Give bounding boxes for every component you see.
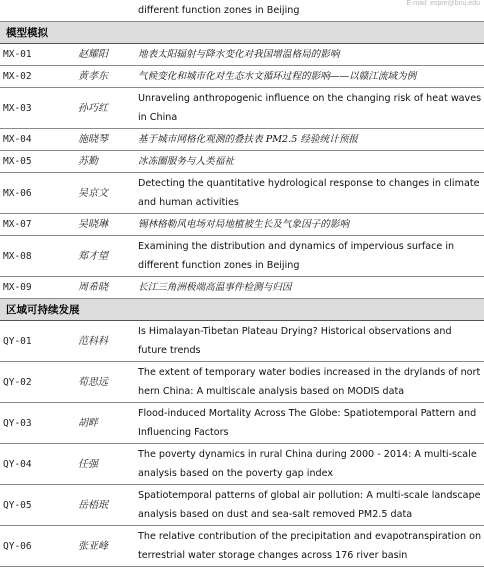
row-name: 苏勤 (68, 151, 134, 173)
row-name: 赵耀阳 (68, 44, 134, 66)
row-name: 郑才望 (68, 236, 134, 277)
table-row (0, 66, 484, 88)
row-title: The extent of temporary water bodies increased in the drylands of nort hern China: A multiscale analysis based on MODIS data (134, 362, 484, 403)
table-row (0, 214, 484, 236)
row-name: 吴晓琳 (68, 214, 134, 236)
row-code: MX-06 (0, 173, 68, 214)
row-code: QY-04 (0, 444, 68, 485)
row-code: QY-05 (0, 485, 68, 526)
section-header-row (0, 299, 484, 321)
row-name: 吴京文 (68, 173, 134, 214)
row-code: QY-02 (0, 362, 68, 403)
row-title: 锡林格勒风电场对局地植被生长及气象因子的影响 (134, 214, 484, 236)
row-title: Examining the distribution and dynamics of impervious surface in different function zones in Beijing (134, 236, 484, 277)
row-name: 岳梧珉 (68, 485, 134, 526)
table-row (0, 173, 484, 214)
row-title: Is Himalayan-Tibetan Plateau Drying? Historical observations and future trends (134, 321, 484, 362)
row-name: 荀思远 (68, 362, 134, 403)
table-row (0, 403, 484, 444)
row-code: QY-03 (0, 403, 68, 444)
table-row (0, 236, 484, 277)
row-title: 长江三角洲极端高温事件检测与归因 (134, 277, 484, 299)
row-code: MX-08 (0, 236, 68, 277)
table-row (0, 444, 484, 485)
row-code: QY-06 (0, 526, 68, 567)
row-code: MX-07 (0, 214, 68, 236)
table-row (0, 526, 484, 567)
table-row (0, 277, 484, 299)
row-code: MX-01 (0, 44, 68, 66)
section-title: 区域可持续发展 (0, 299, 484, 321)
row-code: MX-02 (0, 66, 68, 88)
section-header-row (0, 22, 484, 44)
row-title: 冰冻圈服务与人类福祉 (134, 151, 484, 173)
row-name: 张亚峰 (68, 526, 134, 567)
section-title: 模型模拟 (0, 22, 484, 44)
row-name: 范科科 (68, 321, 134, 362)
row-name: 孙巧红 (68, 88, 134, 129)
row-title: Detecting the quantitative hydrological response to changes in climate and human activities (134, 173, 484, 214)
table-row (0, 485, 484, 526)
email-watermark: E-mail: espre@bnu.edu (406, 0, 480, 7)
row-code: MX-04 (0, 129, 68, 151)
row-title: 基于城市网格化观测的叠扶表 PM2.5 经验统计预报 (134, 129, 484, 151)
row-name: 周希晓 (68, 277, 134, 299)
row-title: Flood-induced Mortality Across The Globe: Spatiotemporal Pattern and Influencing Factors (134, 403, 484, 444)
row-code: QY-01 (0, 321, 68, 362)
row-code: MX-05 (0, 151, 68, 173)
table-row (0, 44, 484, 66)
table-row (0, 129, 484, 151)
row-title: 气候变化和城市化对生态水文循环过程的影响——以赣江流域为例 (134, 66, 484, 88)
table-row (0, 88, 484, 129)
row-title: The relative contribution of the precipitation and evapotranspiration on terrestrial water storage changes across 176 river basin (134, 526, 484, 567)
row-name: 施晓琴 (68, 129, 134, 151)
table-row (0, 321, 484, 362)
row-title: The poverty dynamics in rural China during 2000 - 2014: A multi-scale analysis based on the poverty gap index (134, 444, 484, 485)
row-title: 地表太阳辐射与降水变化对我国增温格局的影响 (134, 44, 484, 66)
table-row (0, 151, 484, 173)
table-row (0, 362, 484, 403)
row-name: 黄孝东 (68, 66, 134, 88)
row-code (0, 0, 68, 22)
row-code: MX-09 (0, 277, 68, 299)
row-code: MX-03 (0, 88, 68, 129)
row-name: 胡畔 (68, 403, 134, 444)
row-title: Unraveling anthropogenic influence on the changing risk of heat waves in China (134, 88, 484, 129)
row-title: different function zones in Beijing (134, 0, 484, 22)
row-name (68, 0, 134, 22)
row-name: 任强 (68, 444, 134, 485)
row-title: Spatiotemporal patterns of global air pollution: A multi-scale landscape analysis based on dust and sea-salt removed PM2.5 data (134, 485, 484, 526)
